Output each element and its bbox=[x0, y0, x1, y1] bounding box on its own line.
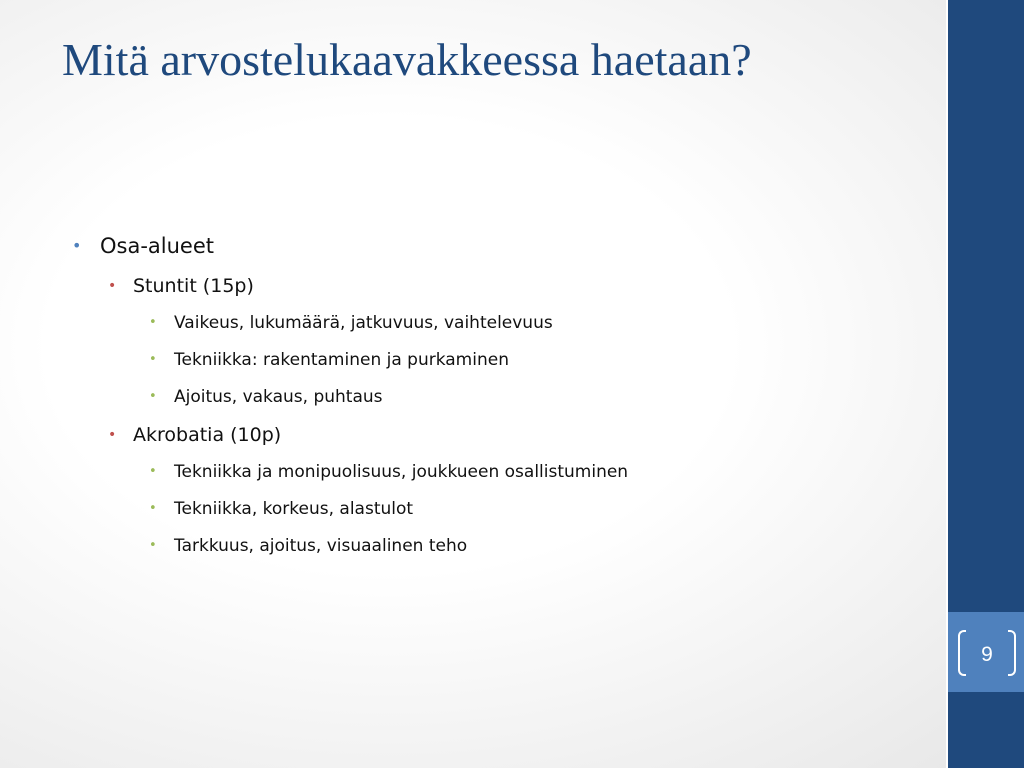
bullet-text: Tekniikka: rakentaminen ja purkaminen bbox=[174, 350, 509, 370]
bullet-text: Ajoitus, vakaus, puhtaus bbox=[174, 387, 383, 407]
slide-content bbox=[72, 228, 932, 568]
bullet-dot-icon: • bbox=[149, 389, 157, 404]
bullet-stuntit bbox=[108, 270, 932, 302]
bullet-akrobatia-item bbox=[149, 531, 932, 561]
bullet-dot-icon: • bbox=[149, 315, 157, 330]
bullet-dot-icon: • bbox=[149, 352, 157, 367]
bullet-dot-icon: • bbox=[72, 236, 82, 255]
bullet-dot-icon: • bbox=[149, 538, 157, 553]
bullet-text: Stuntit (15p) bbox=[133, 275, 254, 297]
bullet-akrobatia-item bbox=[149, 457, 932, 487]
bullet-text: Tarkkuus, ajoitus, visuaalinen teho bbox=[174, 536, 468, 556]
bullet-dot-icon: • bbox=[108, 427, 117, 443]
bullet-dot-icon: • bbox=[149, 501, 157, 516]
bullet-osa-alueet bbox=[72, 228, 932, 264]
slide-number: 9 bbox=[981, 643, 993, 666]
bullet-text: Tekniikka, korkeus, alastulot bbox=[174, 499, 414, 519]
bullet-text: Osa-alueet bbox=[100, 234, 215, 258]
bullet-text: Vaikeus, lukumäärä, jatkuvuus, vaihtelevuus bbox=[174, 313, 553, 333]
bullet-stuntit-item bbox=[149, 382, 932, 412]
right-brace-icon bbox=[1008, 630, 1016, 676]
slide-title: Mitä arvostelukaavakkeessa haetaan? bbox=[62, 34, 752, 85]
bullet-stuntit-item bbox=[149, 308, 932, 338]
bullet-dot-icon: • bbox=[108, 278, 117, 294]
bullet-text: Akrobatia (10p) bbox=[133, 424, 282, 446]
left-brace-icon bbox=[958, 630, 966, 676]
bullet-text: Tekniikka ja monipuolisuus, joukkueen osallistuminen bbox=[174, 462, 629, 482]
bullet-akrobatia bbox=[108, 419, 932, 451]
bullet-akrobatia-item bbox=[149, 494, 932, 524]
bullet-dot-icon: • bbox=[149, 464, 157, 479]
bullet-stuntit-item bbox=[149, 345, 932, 375]
